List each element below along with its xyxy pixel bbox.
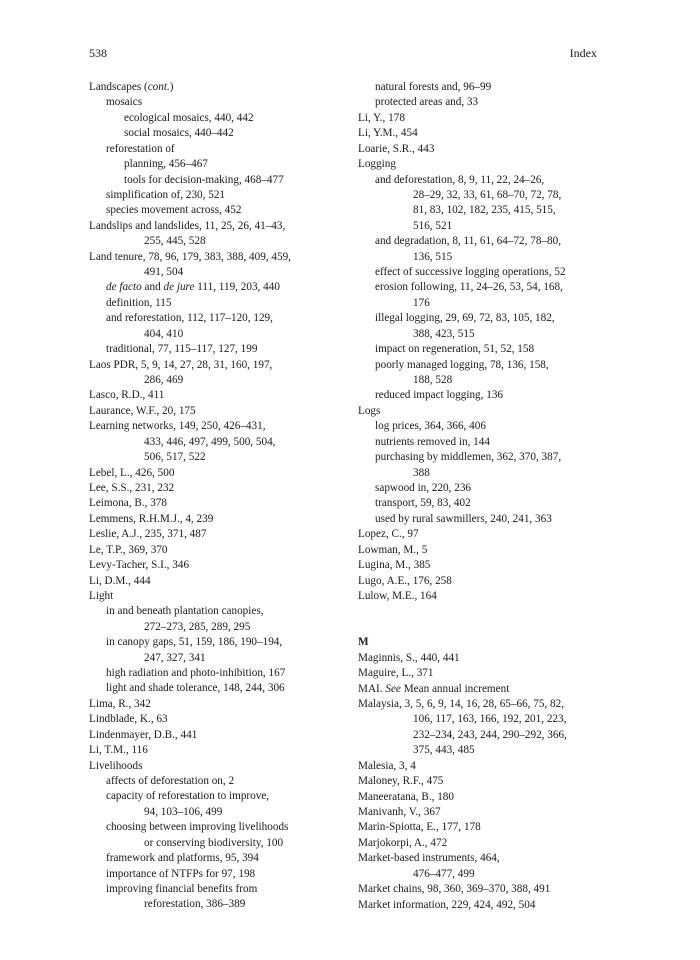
index-entry: Le, T.P., 369, 370 (89, 543, 168, 556)
index-entry: Marjokorpi, A., 472 (358, 836, 448, 849)
running-head: Index (569, 46, 597, 60)
index-entry: poorly managed logging, 78, 136, 158, (375, 358, 549, 371)
index-entry: Landslips and landslides, 11, 25, 26, 41–43, (89, 219, 286, 232)
page-number: 538 (89, 46, 107, 60)
index-entry: tools for decision-making, 468–477 (124, 173, 284, 186)
index-entry-continuation: 516, 521 (413, 219, 453, 232)
index-entry: traditional, 77, 115–117, 127, 199 (106, 343, 258, 356)
index-entry-continuation: 491, 504 (144, 266, 184, 279)
index-entry: Lulow, M.E., 164 (358, 589, 437, 602)
index-entry-continuation: 255, 445, 528 (144, 235, 206, 248)
index-entry-continuation: 188, 528 (413, 374, 453, 387)
index-entry: Li, Y.M., 454 (358, 127, 418, 140)
index-entry-continuation: 81, 83, 102, 182, 235, 415, 515, (413, 204, 556, 217)
index-entry: Levy-Tacher, S.I., 346 (89, 559, 190, 572)
index-entry: Lugina, M., 385 (358, 559, 431, 572)
index-entry: Landscapes (cont.) (89, 81, 174, 93)
index-entry: Maguire, L., 371 (358, 667, 434, 680)
index-entry: Maneeratana, B., 180 (358, 790, 454, 803)
index-entry: natural forests and, 96–99 (375, 81, 492, 93)
index-entry: Land tenure, 78, 96, 179, 383, 388, 409, 459, (89, 250, 291, 263)
index-entry: Logging (358, 158, 396, 171)
index-entry: affects of deforestation on, 2 (106, 774, 235, 787)
index-entry: Logs (358, 404, 381, 417)
index-entry: transport, 59, 83, 402 (375, 497, 471, 510)
index-entry-continuation: or conserving biodiversity, 100 (144, 836, 284, 849)
index-entry-continuation: 506, 517, 522 (144, 451, 206, 464)
index-entry: Manivanh, V., 367 (358, 805, 441, 818)
index-entry-continuation: 272–273, 285, 289, 295 (144, 620, 251, 633)
index-entry: and deforestation, 8, 9, 11, 22, 24–26, (375, 173, 545, 186)
index-entry: Lee, S.S., 231, 232 (89, 481, 175, 494)
index-entry: Market-based instruments, 464, (358, 852, 500, 865)
index-entry: Learning networks, 149, 250, 426–431, (89, 420, 266, 433)
index-entry: sapwood in, 220, 236 (375, 481, 472, 494)
index-entry: illegal logging, 29, 69, 72, 83, 105, 182, (375, 312, 555, 325)
index-column-left (89, 80, 337, 913)
index-entry-continuation: 28–29, 32, 33, 61, 68–70, 72, 78, (413, 188, 562, 201)
index-entry: Lindblade, K., 63 (89, 713, 168, 726)
index-entry: Maloney, R.F., 475 (358, 775, 444, 788)
index-entry: Lima, R., 342 (89, 697, 151, 710)
index-entry: protected areas and, 33 (375, 96, 479, 109)
index-entry: Market information, 229, 424, 492, 504 (358, 898, 536, 911)
index-entry: mosaics (106, 96, 143, 109)
page-header (89, 46, 597, 62)
index-entry: Lemmens, R.H.M.J., 4, 239 (89, 512, 214, 525)
index-entry: reduced impact logging, 136 (375, 389, 504, 402)
index-entry: in canopy gaps, 51, 159, 186, 190–194, (106, 636, 283, 649)
index-entry: Loarie, S.R., 443 (358, 142, 435, 155)
index-entry: Lebel, L., 426, 500 (89, 466, 175, 479)
index-entry: Lindenmayer, D.B., 441 (89, 728, 198, 741)
index-column-right (358, 80, 598, 913)
index-entry: impact on regeneration, 51, 52, 158 (375, 343, 535, 356)
index-entry: ecological mosaics, 440, 442 (124, 111, 254, 124)
index-entry-continuation: 404, 410 (144, 327, 184, 340)
index-entry: and reforestation, 112, 117–120, 129, (106, 312, 273, 325)
index-entry: definition, 115 (106, 296, 172, 309)
index-entry: choosing between improving livelihoods (106, 821, 289, 834)
index-entry: Malesia, 3, 4 (358, 759, 416, 772)
index-entry-continuation: 388 (413, 466, 430, 479)
index-entry-continuation: 388, 423, 515 (413, 327, 475, 340)
index-entry: purchasing by middlemen, 362, 370, 387, (375, 451, 562, 464)
section-gap (358, 604, 598, 635)
index-entry: Marin-Spiotta, E., 177, 178 (358, 821, 481, 834)
index-entry: effect of successive logging operations, 52 (375, 266, 566, 279)
index-entry: Li, T.M., 116 (89, 744, 148, 757)
index-entry: nutrients removed in, 144 (375, 435, 490, 448)
index-entry: erosion following, 11, 24–26, 53, 54, 168, (375, 281, 563, 294)
index-entry: Livelihoods (89, 759, 143, 772)
index-entry: light and shade tolerance, 148, 244, 306 (106, 682, 285, 695)
index-entry: Li, D.M., 444 (89, 574, 151, 587)
index-entry: de facto and de jure 111, 119, 203, 440 (106, 281, 280, 294)
index-entry-continuation: 232–234, 243, 244, 290–292, 366, (413, 728, 567, 741)
index-entry: and degradation, 8, 11, 61, 64–72, 78–80, (375, 235, 562, 248)
section-letter: M (358, 636, 369, 649)
index-entry-continuation: 136, 515 (413, 250, 453, 263)
index-entry: importance of NTFPs for 97, 198 (106, 867, 256, 880)
index-entry: high radiation and photo-inhibition, 167 (106, 667, 286, 680)
index-entry: planning, 456–467 (124, 158, 208, 171)
index-entry-continuation: 247, 327, 341 (144, 651, 206, 664)
index-entry: simplification of, 230, 521 (106, 188, 226, 201)
index-entry: species movement across, 452 (106, 204, 242, 217)
index-entry: Lugo, A.E., 176, 258 (358, 574, 452, 587)
index-entry-continuation: 176 (413, 296, 430, 309)
index-entry: Li, Y., 178 (358, 111, 405, 124)
index-entry: reforestation of (106, 142, 175, 155)
index-entry: Laos PDR, 5, 9, 14, 27, 28, 31, 160, 197, (89, 358, 273, 371)
index-entry-continuation: reforestation, 386–389 (144, 898, 246, 911)
index-entry: Leimona, B., 378 (89, 497, 167, 510)
index-entry: used by rural sawmillers, 240, 241, 363 (375, 512, 552, 525)
index-entry: Lowman, M., 5 (358, 543, 428, 556)
index-entry: Lasco, R.D., 411 (89, 389, 165, 402)
index-entry-continuation: 375, 443, 485 (413, 744, 475, 757)
index-entry: in and beneath plantation canopies, (106, 605, 264, 618)
index-entry: framework and platforms, 95, 394 (106, 852, 259, 865)
index-entry: capacity of reforestation to improve, (106, 790, 270, 803)
index-entry: Maginnis, S., 440, 441 (358, 651, 460, 664)
index-entry-continuation: 106, 117, 163, 166, 192, 201, 223, (413, 713, 567, 726)
index-entry: Malaysia, 3, 5, 6, 9, 14, 16, 28, 65–66, 75, 82, (358, 698, 565, 711)
index-entry-continuation: 94, 103–106, 499 (144, 805, 223, 818)
index-entry: Laurance, W.F., 20, 175 (89, 404, 196, 417)
index-entry: Leslie, A.J., 235, 371, 487 (89, 528, 207, 541)
index-entry: improving financial benefits from (106, 882, 258, 895)
index-entry: Light (89, 589, 114, 602)
index-entry-continuation: 433, 446, 497, 499, 500, 504, (144, 435, 276, 448)
index-entry: social mosaics, 440–442 (124, 127, 234, 140)
index-entry: log prices, 364, 366, 406 (375, 420, 486, 433)
index-entry: MAI. See Mean annual increment (358, 682, 510, 695)
index-entry-continuation: 476–477, 499 (413, 867, 475, 880)
index-entry-continuation: 286, 469 (144, 374, 184, 387)
index-entry: Lopez, C., 97 (358, 528, 419, 541)
index-entry: Market chains, 98, 360, 369–370, 388, 491 (358, 883, 551, 896)
